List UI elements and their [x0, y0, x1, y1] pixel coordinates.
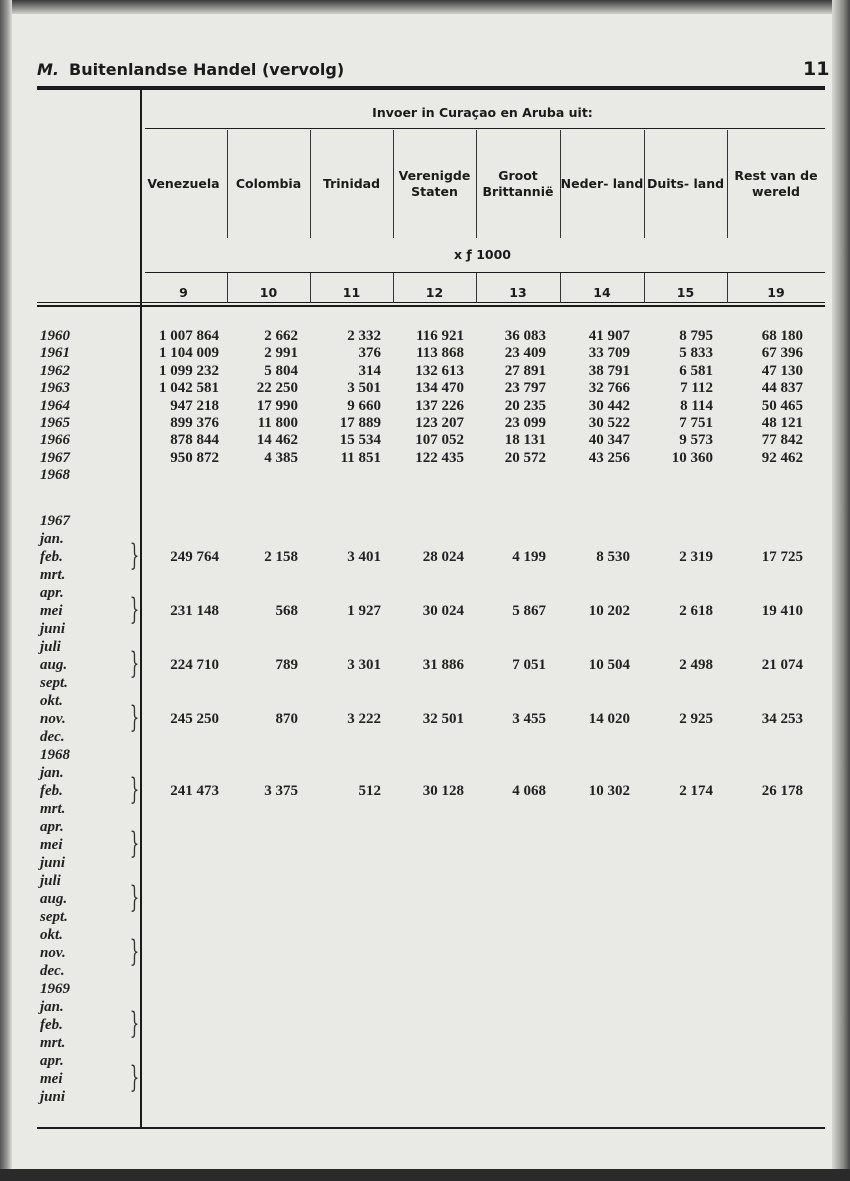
table-cell: 137 226 [415, 397, 464, 414]
column-number: 13 [509, 285, 527, 300]
row-month: mrt. [40, 801, 66, 817]
table-cell: 2 319 [679, 549, 713, 565]
column-header: Verenigde Staten [398, 168, 471, 199]
row-year: 1964 [40, 397, 70, 414]
table-cell: 14 462 [256, 432, 298, 449]
table-cell: 43 256 [588, 449, 630, 466]
table-cell: 32 766 [588, 380, 630, 397]
row-year: 1960 [40, 328, 70, 344]
table-cell: 21 074 [761, 657, 803, 673]
table-cell: 20 572 [504, 449, 546, 466]
bottom-rule [37, 1127, 825, 1129]
table-cell: 8 114 [680, 397, 713, 414]
column-divider [560, 130, 561, 238]
header-rule [37, 302, 825, 303]
table-cell: 245 250 [170, 711, 219, 727]
unit-rule [145, 272, 825, 273]
table-cell: 9 660 [347, 397, 381, 414]
column-divider [393, 273, 394, 303]
table-cell: 23 797 [504, 380, 546, 397]
table-cell: 30 522 [588, 415, 630, 431]
row-month: juni [40, 621, 66, 637]
row-year: 1968 [40, 747, 70, 763]
table-cell: 4 385 [264, 449, 298, 466]
row-month: feb. [40, 783, 63, 799]
column-divider [393, 130, 394, 238]
table-cell: 241 473 [170, 783, 219, 799]
table-cell: 2 925 [679, 711, 713, 727]
unit-label: x ƒ 1000 [454, 247, 511, 262]
table-cell: 116 921 [416, 328, 464, 344]
quarter-brace-icon: } [129, 826, 140, 861]
row-year: 1967 [40, 513, 70, 529]
stub-divider [140, 90, 142, 1127]
table-cell: 34 253 [761, 711, 803, 727]
table-cell: 1 099 232 [159, 362, 219, 379]
table-cell: 1 007 864 [159, 328, 219, 344]
table-cell: 9 573 [679, 432, 713, 449]
row-month: juli [40, 639, 61, 655]
column-divider [644, 273, 645, 303]
table-cell: 3 401 [347, 549, 381, 565]
row-month: juli [40, 873, 61, 889]
quarter-brace-icon: } [129, 592, 140, 627]
table-cell: 23 409 [504, 345, 546, 362]
table-cell: 6 581 [679, 362, 713, 379]
row-year: 1967 [40, 449, 70, 466]
table-cell: 2 332 [347, 328, 381, 344]
table-cell: 22 250 [256, 380, 298, 397]
table-cell: 2 158 [264, 549, 298, 565]
column-header: Trinidad [322, 176, 381, 191]
row-month: juni [40, 1089, 66, 1105]
table-cell: 7 751 [679, 415, 713, 431]
row-year: 1961 [40, 345, 70, 362]
row-month: aug. [40, 657, 68, 673]
table-cell: 3 501 [347, 380, 381, 397]
table-cell: 947 218 [170, 397, 219, 414]
table-cell: 41 907 [588, 328, 630, 344]
row-month: feb. [40, 549, 63, 565]
row-month: nov. [40, 711, 66, 727]
quarter-brace-icon: } [129, 1060, 140, 1095]
column-divider [227, 273, 228, 303]
quarter-brace-icon: } [129, 646, 140, 681]
table-cell: 8 795 [679, 328, 713, 344]
row-month: juni [40, 855, 66, 871]
table-cell: 134 470 [415, 380, 464, 397]
table-cell: 50 465 [761, 397, 803, 414]
table-cell: 1 104 009 [159, 345, 219, 362]
table-cell: 3 222 [347, 711, 381, 727]
table-cell: 7 051 [512, 657, 546, 673]
scan-edge-left [0, 0, 12, 1181]
table-cell: 30 442 [588, 397, 630, 414]
row-month: mei [40, 603, 63, 619]
row-month: okt. [40, 693, 63, 709]
table-cell: 32 501 [422, 711, 464, 727]
row-month: mrt. [40, 1035, 66, 1051]
table-cell: 512 [358, 783, 381, 799]
table-cell: 17 889 [339, 415, 381, 431]
table-cell: 2 498 [679, 657, 713, 673]
table-cell: 15 534 [339, 432, 381, 449]
section-title: Buitenlandse Handel (vervolg) [69, 60, 345, 79]
row-month: apr. [40, 819, 64, 835]
table-cell: 314 [358, 362, 381, 379]
caption-rule [145, 128, 825, 129]
table-cell: 19 410 [761, 603, 803, 619]
table-cell: 224 710 [170, 657, 219, 673]
column-number: 14 [593, 285, 611, 300]
table-cell: 113 868 [416, 345, 464, 362]
table-cell: 878 844 [170, 432, 219, 449]
table-cell: 1 042 581 [159, 380, 219, 397]
table-cell: 31 886 [422, 657, 464, 673]
column-divider [476, 273, 477, 303]
row-month: aug. [40, 891, 68, 907]
column-header: Neder- land [560, 176, 644, 191]
table-cell: 4 199 [512, 549, 546, 565]
table-cell: 18 131 [504, 432, 546, 449]
table-cell: 2 174 [679, 783, 713, 799]
table-cell: 30 128 [422, 783, 464, 799]
table-cell: 47 130 [761, 362, 803, 379]
column-divider [227, 130, 228, 238]
row-month: dec. [40, 729, 65, 745]
table-cell: 27 891 [504, 362, 546, 379]
column-divider [310, 273, 311, 303]
table-cell: 3 301 [347, 657, 381, 673]
table-cell: 789 [275, 657, 298, 673]
column-number: 9 [179, 285, 188, 300]
table-cell: 92 462 [761, 449, 803, 466]
table-cell: 123 207 [415, 415, 464, 431]
row-month: mrt. [40, 567, 66, 583]
row-month: jan. [40, 999, 64, 1015]
table-cell: 107 052 [415, 432, 464, 449]
table-cell: 38 791 [588, 362, 630, 379]
row-month: sept. [40, 675, 68, 691]
row-month: apr. [40, 1053, 64, 1069]
column-divider [310, 130, 311, 238]
quarter-brace-icon: } [129, 772, 140, 807]
table-cell: 4 068 [512, 783, 546, 799]
column-divider [727, 130, 728, 238]
table-cell: 48 121 [761, 415, 803, 431]
table-cell: 77 842 [761, 432, 803, 449]
table-cell: 10 360 [671, 449, 713, 466]
table-cell: 67 396 [761, 345, 803, 362]
scan-edge-top [0, 0, 850, 14]
row-year: 1966 [40, 432, 70, 449]
table-cell: 17 725 [761, 549, 803, 565]
table-cell: 11 800 [257, 415, 298, 431]
page-heading [37, 60, 344, 79]
column-divider [476, 130, 477, 238]
column-header: Rest van de wereld [734, 168, 818, 199]
column-header: Colombia [235, 176, 302, 191]
row-month: mei [40, 837, 63, 853]
column-divider [727, 273, 728, 303]
table-cell: 10 504 [588, 657, 630, 673]
row-year: 1963 [40, 380, 70, 397]
column-number: 15 [676, 285, 695, 300]
table-cell: 122 435 [415, 449, 464, 466]
row-month: jan. [40, 765, 64, 781]
table-cell: 7 112 [680, 380, 713, 397]
table-cell: 8 530 [596, 549, 630, 565]
scan-edge-right [832, 0, 850, 1181]
quarter-brace-icon: } [129, 1006, 140, 1041]
table-cell: 28 024 [422, 549, 464, 565]
table-cell: 10 202 [588, 603, 630, 619]
column-number: 11 [342, 285, 361, 300]
table-cell: 3 455 [512, 711, 546, 727]
table-caption: Invoer in Curaçao en Aruba uit: [372, 105, 593, 120]
column-number: 12 [425, 285, 444, 300]
page-number: 11 [803, 58, 830, 80]
table-cell: 40 347 [588, 432, 630, 449]
quarter-brace-icon: } [129, 538, 140, 573]
row-year: 1969 [40, 981, 70, 997]
column-number: 19 [767, 285, 785, 300]
table-cell: 36 083 [504, 328, 546, 344]
row-month: feb. [40, 1017, 63, 1033]
table-cell: 5 804 [264, 362, 298, 379]
column-header: Venezuela [147, 176, 220, 191]
column-divider [644, 130, 645, 238]
row-month: okt. [40, 927, 63, 943]
table-cell: 10 302 [588, 783, 630, 799]
column-header: Groot Brittannië [482, 168, 554, 199]
table-cell: 5 833 [679, 345, 713, 362]
scan-edge-bottom [0, 1169, 850, 1181]
table-cell: 950 872 [170, 449, 219, 466]
row-year: 1968 [40, 467, 70, 484]
row-month: sept. [40, 909, 68, 925]
column-divider [560, 273, 561, 303]
header-rule-2 [37, 305, 825, 307]
quarter-brace-icon: } [129, 934, 140, 969]
row-month: apr. [40, 585, 64, 601]
table-cell: 2 662 [264, 328, 298, 344]
row-month: dec. [40, 963, 65, 979]
table-cell: 568 [275, 603, 298, 619]
table-cell: 26 178 [761, 783, 803, 799]
table-cell: 2 991 [264, 345, 298, 362]
row-year: 1962 [40, 362, 70, 379]
table-cell: 33 709 [588, 345, 630, 362]
table-cell: 17 990 [256, 397, 298, 414]
table-cell: 3 375 [264, 783, 298, 799]
table-cell: 30 024 [422, 603, 464, 619]
quarter-brace-icon: } [129, 880, 140, 915]
table-cell: 23 099 [504, 415, 546, 431]
table-cell: 14 020 [588, 711, 630, 727]
table-cell: 44 837 [761, 380, 803, 397]
column-header: Duits- land [646, 176, 725, 191]
table-cell: 68 180 [761, 328, 803, 344]
table-cell: 870 [275, 711, 298, 727]
section-letter: M. [37, 60, 59, 79]
table-cell: 376 [358, 345, 381, 362]
column-number: 10 [259, 285, 278, 300]
table-cell: 132 613 [415, 362, 464, 379]
table-cell: 899 376 [170, 415, 219, 431]
table-cell: 5 867 [512, 603, 546, 619]
table-cell: 11 851 [340, 449, 381, 466]
table-cell: 2 618 [679, 603, 713, 619]
table-cell: 249 764 [170, 549, 219, 565]
row-month: jan. [40, 531, 64, 547]
table-cell: 20 235 [504, 397, 546, 414]
quarter-brace-icon: } [129, 700, 140, 735]
table-cell: 231 148 [170, 603, 219, 619]
row-month: nov. [40, 945, 66, 961]
row-year: 1965 [40, 415, 70, 431]
row-month: mei [40, 1071, 63, 1087]
table-cell: 1 927 [347, 603, 381, 619]
top-rule [37, 86, 825, 90]
